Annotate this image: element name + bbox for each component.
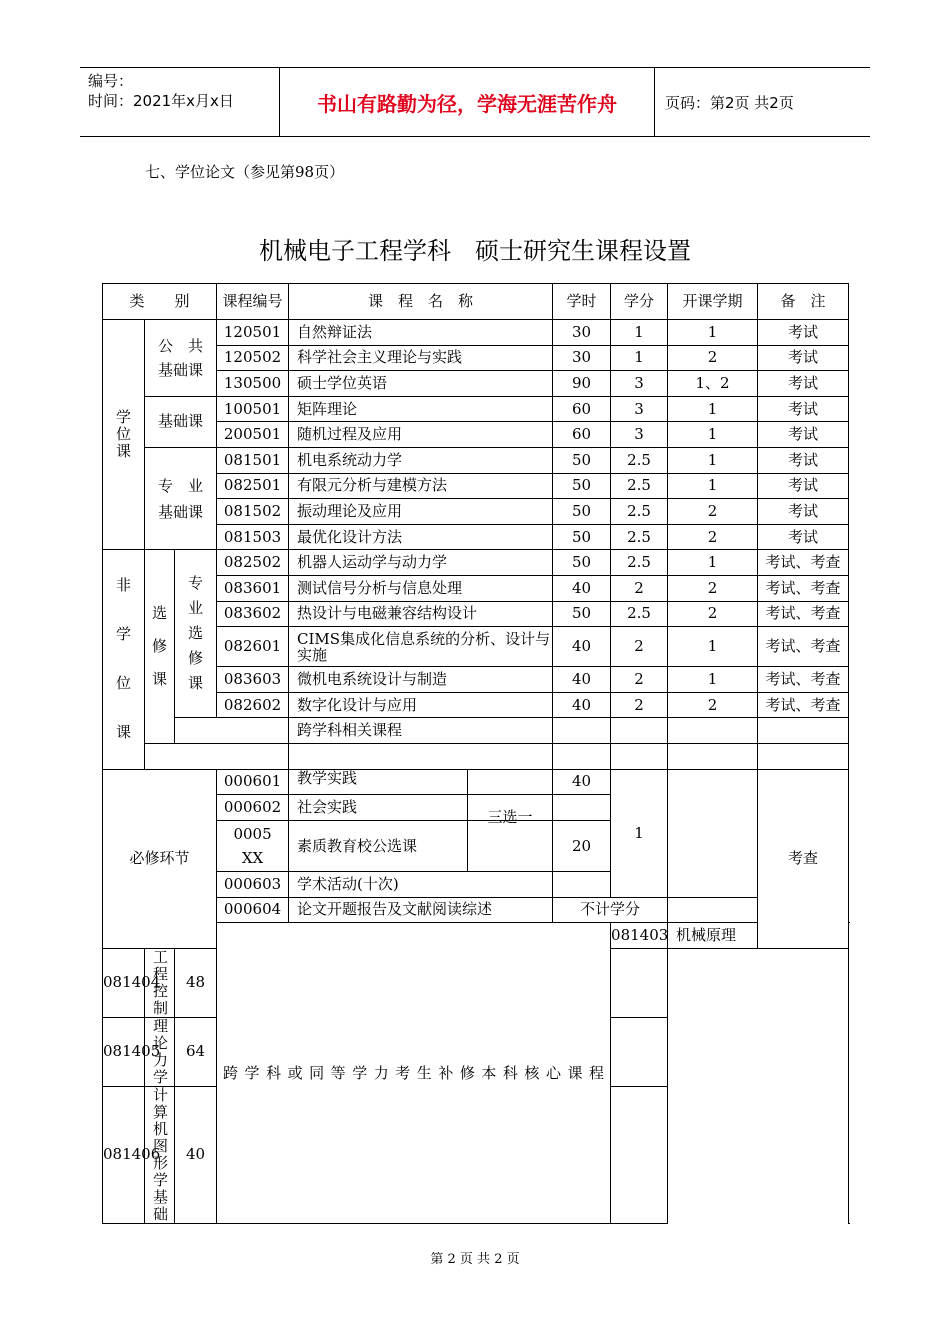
group-major-elective: 专 业 选 修 课 bbox=[175, 550, 217, 718]
table-row bbox=[103, 769, 849, 795]
course-code: 083603 bbox=[217, 667, 289, 693]
course-name: 有限元分析与建模方法 bbox=[289, 473, 553, 499]
header-hours: 学时 bbox=[553, 284, 611, 320]
course-hours: 50 bbox=[553, 447, 611, 473]
empty-cell bbox=[553, 743, 611, 769]
time-label: 时间：2021年x月x日 bbox=[88, 92, 234, 110]
empty-cell bbox=[289, 743, 553, 769]
course-notes: 考试 bbox=[758, 473, 849, 499]
course-name: CIMS集成化信息系统的分析、设计与实施 bbox=[289, 627, 553, 667]
course-code: 130500 bbox=[217, 371, 289, 397]
course-semester: 2 bbox=[668, 601, 758, 627]
course-credits: 2.5 bbox=[611, 601, 668, 627]
course-notes: 考试 bbox=[758, 345, 849, 371]
course-hours: 50 bbox=[553, 499, 611, 525]
table-row bbox=[103, 743, 849, 769]
empty-cell bbox=[611, 1086, 668, 1223]
empty-cell bbox=[553, 872, 611, 898]
empty-cell bbox=[611, 1017, 668, 1086]
header-credits: 学分 bbox=[611, 284, 668, 320]
course-semester: 1 bbox=[668, 627, 758, 667]
course-credits: 2.5 bbox=[611, 550, 668, 576]
course-credits: 1 bbox=[611, 345, 668, 371]
course-notes: 考试、考查 bbox=[758, 667, 849, 693]
course-hours: 30 bbox=[553, 320, 611, 346]
course-credits: 1 bbox=[611, 769, 668, 897]
course-hours: 50 bbox=[553, 550, 611, 576]
course-code: 0005XX bbox=[217, 821, 289, 872]
document-header bbox=[80, 67, 870, 137]
course-notes: 考试 bbox=[758, 371, 849, 397]
course-code: 081502 bbox=[217, 499, 289, 525]
course-name: 矩阵理论 bbox=[289, 396, 553, 422]
course-name: 社会实践 bbox=[289, 795, 468, 820]
course-hours: 40 bbox=[553, 667, 611, 693]
header-code: 课程编号 bbox=[217, 284, 289, 320]
number-label: 编号： bbox=[88, 72, 134, 90]
course-name: 工程控制 bbox=[145, 948, 175, 1017]
course-notes: 考查 bbox=[758, 769, 849, 948]
empty-cell bbox=[668, 743, 758, 769]
group-major: 专 业 基础课 bbox=[145, 447, 217, 549]
course-notes: 考试 bbox=[758, 396, 849, 422]
group-cross: 跨学科或同等学力考生补修本科核心课程 bbox=[217, 923, 611, 1224]
course-name: 硕士学位英语 bbox=[289, 371, 553, 397]
section-heading: 七、学位论文（参见第98页） bbox=[145, 163, 345, 181]
choose-one-label: 三选一 bbox=[487, 808, 533, 827]
course-notes: 考试 bbox=[758, 320, 849, 346]
course-code: 081405 bbox=[103, 1017, 145, 1086]
course-semester: 2 bbox=[668, 575, 758, 601]
course-name: 最优化设计方法 bbox=[289, 524, 553, 550]
header-notes: 备 注 bbox=[758, 284, 849, 320]
group-elective: 选 修 课 bbox=[145, 550, 175, 744]
course-code: 081403 bbox=[611, 923, 668, 949]
course-name: 计算机图形学基础 bbox=[145, 1086, 175, 1223]
empty-cell bbox=[175, 718, 289, 744]
empty-cell bbox=[668, 769, 758, 897]
course-hours: 20 bbox=[553, 821, 611, 872]
empty-cell bbox=[553, 795, 611, 821]
course-semester: 1、2 bbox=[668, 371, 758, 397]
course-semester: 1 bbox=[668, 320, 758, 346]
course-credits: 3 bbox=[611, 396, 668, 422]
group-public: 公 共 基础课 bbox=[145, 320, 217, 397]
required-name-cell bbox=[289, 795, 553, 827]
course-semester: 1 bbox=[668, 550, 758, 576]
course-code: 082601 bbox=[217, 627, 289, 667]
course-name: 学术活动(十次) bbox=[289, 872, 553, 898]
course-credits: 1 bbox=[611, 320, 668, 346]
curriculum-table bbox=[102, 283, 849, 1224]
course-hours: 40 bbox=[553, 575, 611, 601]
course-hours: 50 bbox=[553, 473, 611, 499]
course-semester: 2 bbox=[668, 345, 758, 371]
course-name: 素质教育校公选课 bbox=[289, 821, 468, 871]
course-semester: 2 bbox=[668, 524, 758, 550]
course-name: 测试信号分析与信息处理 bbox=[289, 575, 553, 601]
course-semester: 2 bbox=[668, 499, 758, 525]
course-semester: 1 bbox=[668, 396, 758, 422]
course-code: 081503 bbox=[217, 524, 289, 550]
course-notes: 考试、考查 bbox=[758, 627, 849, 667]
course-name: 随机过程及应用 bbox=[289, 422, 553, 448]
course-hours: 50 bbox=[553, 524, 611, 550]
empty-cell bbox=[668, 897, 758, 923]
course-name: 振动理论及应用 bbox=[289, 499, 553, 525]
course-hours: 30 bbox=[553, 345, 611, 371]
course-code: 083601 bbox=[217, 575, 289, 601]
course-code: 082602 bbox=[217, 692, 289, 718]
course-credits: 2.5 bbox=[611, 524, 668, 550]
course-hours: 40 bbox=[553, 692, 611, 718]
course-code: 082502 bbox=[217, 550, 289, 576]
course-credits: 2 bbox=[611, 627, 668, 667]
table-row bbox=[103, 718, 849, 744]
course-name: 热设计与电磁兼容结构设计 bbox=[289, 601, 553, 627]
empty-cell bbox=[611, 743, 668, 769]
course-hours: 40 bbox=[175, 1086, 217, 1223]
course-notes: 考试 bbox=[758, 499, 849, 525]
course-semester: 1 bbox=[668, 667, 758, 693]
header-semester: 开课学期 bbox=[668, 284, 758, 320]
course-credits: 2 bbox=[611, 575, 668, 601]
group-required: 必修环节 bbox=[103, 769, 217, 948]
course-hours: 40 bbox=[553, 627, 611, 667]
course-code: 000602 bbox=[217, 795, 289, 821]
course-notes: 考试、考查 bbox=[758, 575, 849, 601]
course-name: 机械原理 bbox=[668, 923, 758, 949]
header-name: 课 程 名 称 bbox=[289, 284, 553, 320]
course-credits: 3 bbox=[611, 371, 668, 397]
course-semester: 1 bbox=[668, 422, 758, 448]
course-name: 理论力学 bbox=[145, 1017, 175, 1086]
course-hours: 48 bbox=[175, 948, 217, 1017]
course-code: 081406 bbox=[103, 1086, 145, 1223]
course-code: 200501 bbox=[217, 422, 289, 448]
table-row bbox=[103, 447, 849, 473]
course-name: 科学社会主义理论与实践 bbox=[289, 345, 553, 371]
course-code: 082501 bbox=[217, 473, 289, 499]
course-credits: 2.5 bbox=[611, 499, 668, 525]
empty-cell bbox=[758, 743, 849, 769]
course-credits: 2 bbox=[611, 692, 668, 718]
empty-cell bbox=[758, 718, 849, 744]
required-name-cell bbox=[289, 821, 553, 872]
course-name: 自然辩证法 bbox=[289, 320, 553, 346]
empty-cell bbox=[611, 948, 668, 1017]
group-degree: 学 位 课 bbox=[103, 320, 145, 550]
course-hours: 40 bbox=[553, 769, 611, 795]
table-row bbox=[103, 320, 849, 346]
course-code: 100501 bbox=[217, 396, 289, 422]
course-semester: 2 bbox=[668, 692, 758, 718]
header-meta bbox=[80, 68, 280, 136]
course-code: 081404 bbox=[103, 948, 145, 1017]
table-row bbox=[103, 396, 849, 422]
course-name: 机器人运动学与动力学 bbox=[289, 550, 553, 576]
course-hours: 50 bbox=[553, 601, 611, 627]
group-nondegree: 非 学 位 课 bbox=[103, 550, 145, 769]
course-credits: 2.5 bbox=[611, 447, 668, 473]
course-credits: 不计学分 bbox=[553, 897, 668, 923]
course-code: 000601 bbox=[217, 769, 289, 795]
course-notes: 考试 bbox=[758, 524, 849, 550]
course-notes: 考试 bbox=[758, 447, 849, 473]
course-name: 跨学科相关课程 bbox=[289, 718, 553, 744]
course-name: 微机电系统设计与制造 bbox=[289, 667, 553, 693]
course-hours: 90 bbox=[553, 371, 611, 397]
page-indicator: 页码：第2页 共2页 bbox=[665, 93, 794, 112]
table-row bbox=[103, 550, 849, 576]
course-code: 083602 bbox=[217, 601, 289, 627]
course-code: 120502 bbox=[217, 345, 289, 371]
course-credits: 2.5 bbox=[611, 473, 668, 499]
table-header-row bbox=[103, 284, 849, 320]
course-name: 教学实践 bbox=[289, 770, 468, 795]
course-code: 081501 bbox=[217, 447, 289, 473]
empty-cell bbox=[145, 743, 289, 769]
course-name: 机电系统动力学 bbox=[289, 447, 553, 473]
page-footer: 第 2 页 共 2 页 bbox=[430, 1252, 520, 1267]
course-credits: 3 bbox=[611, 422, 668, 448]
course-credits: 2 bbox=[611, 667, 668, 693]
page-title: 机械电子工程学科 硕士研究生课程设置 bbox=[259, 237, 691, 265]
empty-cell bbox=[668, 718, 758, 744]
course-semester: 1 bbox=[668, 473, 758, 499]
header-category: 类 别 bbox=[103, 284, 217, 320]
empty-cell bbox=[611, 718, 668, 744]
course-notes: 考试、考查 bbox=[758, 601, 849, 627]
course-code: 000604 bbox=[217, 897, 289, 923]
header-motto: 书山有路勤为径，学海无涯苦作舟 bbox=[280, 68, 655, 136]
course-hours: 64 bbox=[175, 1017, 217, 1086]
group-basic: 基础课 bbox=[145, 396, 217, 447]
course-name: 论文开题报告及文献阅读综述 bbox=[289, 897, 553, 923]
required-name-cell bbox=[289, 769, 553, 795]
course-notes: 考试、考查 bbox=[758, 550, 849, 576]
course-semester: 1 bbox=[668, 447, 758, 473]
course-code: 000603 bbox=[217, 872, 289, 898]
course-hours: 60 bbox=[553, 396, 611, 422]
course-code: 120501 bbox=[217, 320, 289, 346]
course-notes: 考试、考查 bbox=[758, 692, 849, 718]
empty-cell bbox=[553, 718, 611, 744]
course-name: 数字化设计与应用 bbox=[289, 692, 553, 718]
course-notes: 考试 bbox=[758, 422, 849, 448]
course-hours: 60 bbox=[553, 422, 611, 448]
